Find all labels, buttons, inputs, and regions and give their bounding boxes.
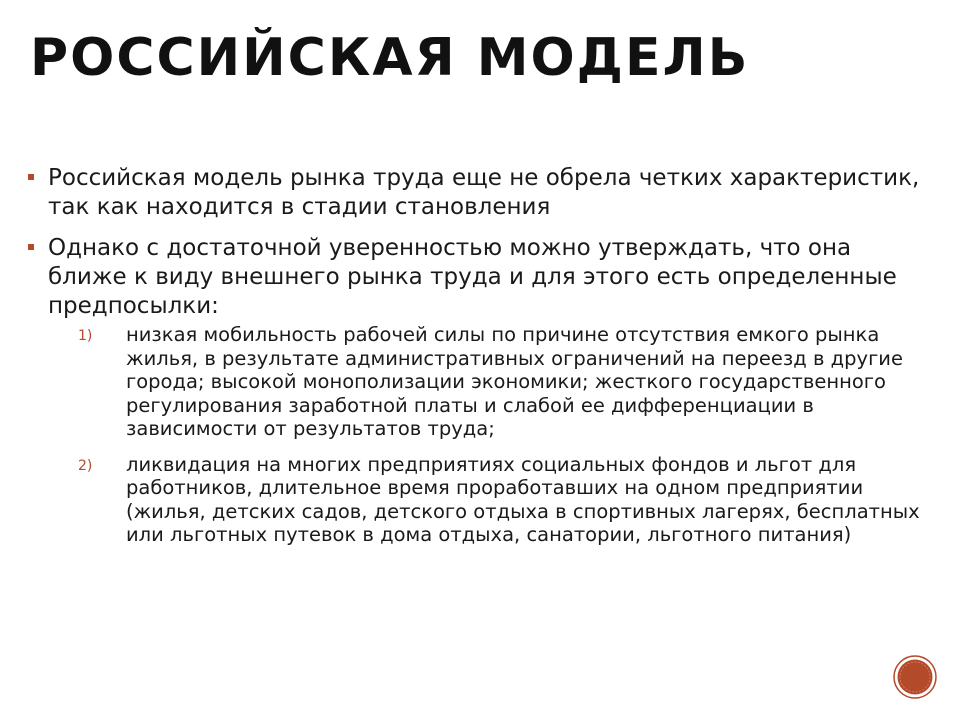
bullet-text: Однако с достаточной уверенностью можно утверждать, что она ближе к виду внешнего рынка труда и для этого есть определенные предпосылки: <box>48 235 897 319</box>
item-number: 2) <box>78 457 93 474</box>
decorative-circle-icon <box>893 655 937 699</box>
numbered-item <box>78 453 928 547</box>
item-text: низкая мобильность рабочей силы по причине отсутствия емкого рынка жилья, в результате административных ограничений на переезд в другие города; высокой монополизации экономики; жесткого государственного регулирования заработной платы и слабой ее дифференциации в зависимости от результатов труда; <box>126 323 903 440</box>
square-bullet-icon <box>28 244 34 250</box>
item-number: 1) <box>78 328 93 344</box>
bullet-item <box>28 164 928 222</box>
slide-title: РОССИЙСКАЯ МОДЕЛЬ <box>30 28 750 88</box>
bullet-item <box>28 234 928 547</box>
item-text: ликвидация на многих предприятиях социальных фондов и льгот для работников, длительное время проработавших на одном предприятии (жилья, детских садов, детского отдыха в спортивных лагерях, бесплатных или льготных путевок в дома отдыха, санатории, льготного питания) <box>126 452 920 546</box>
numbered-sublist <box>48 323 928 547</box>
numbered-item <box>78 323 928 441</box>
square-bullet-icon <box>28 174 34 180</box>
bullet-text: Российская модель рынка труда еще не обрела четких характеристик, так как находится в стадии становления <box>48 165 920 220</box>
slide-content <box>28 164 928 559</box>
